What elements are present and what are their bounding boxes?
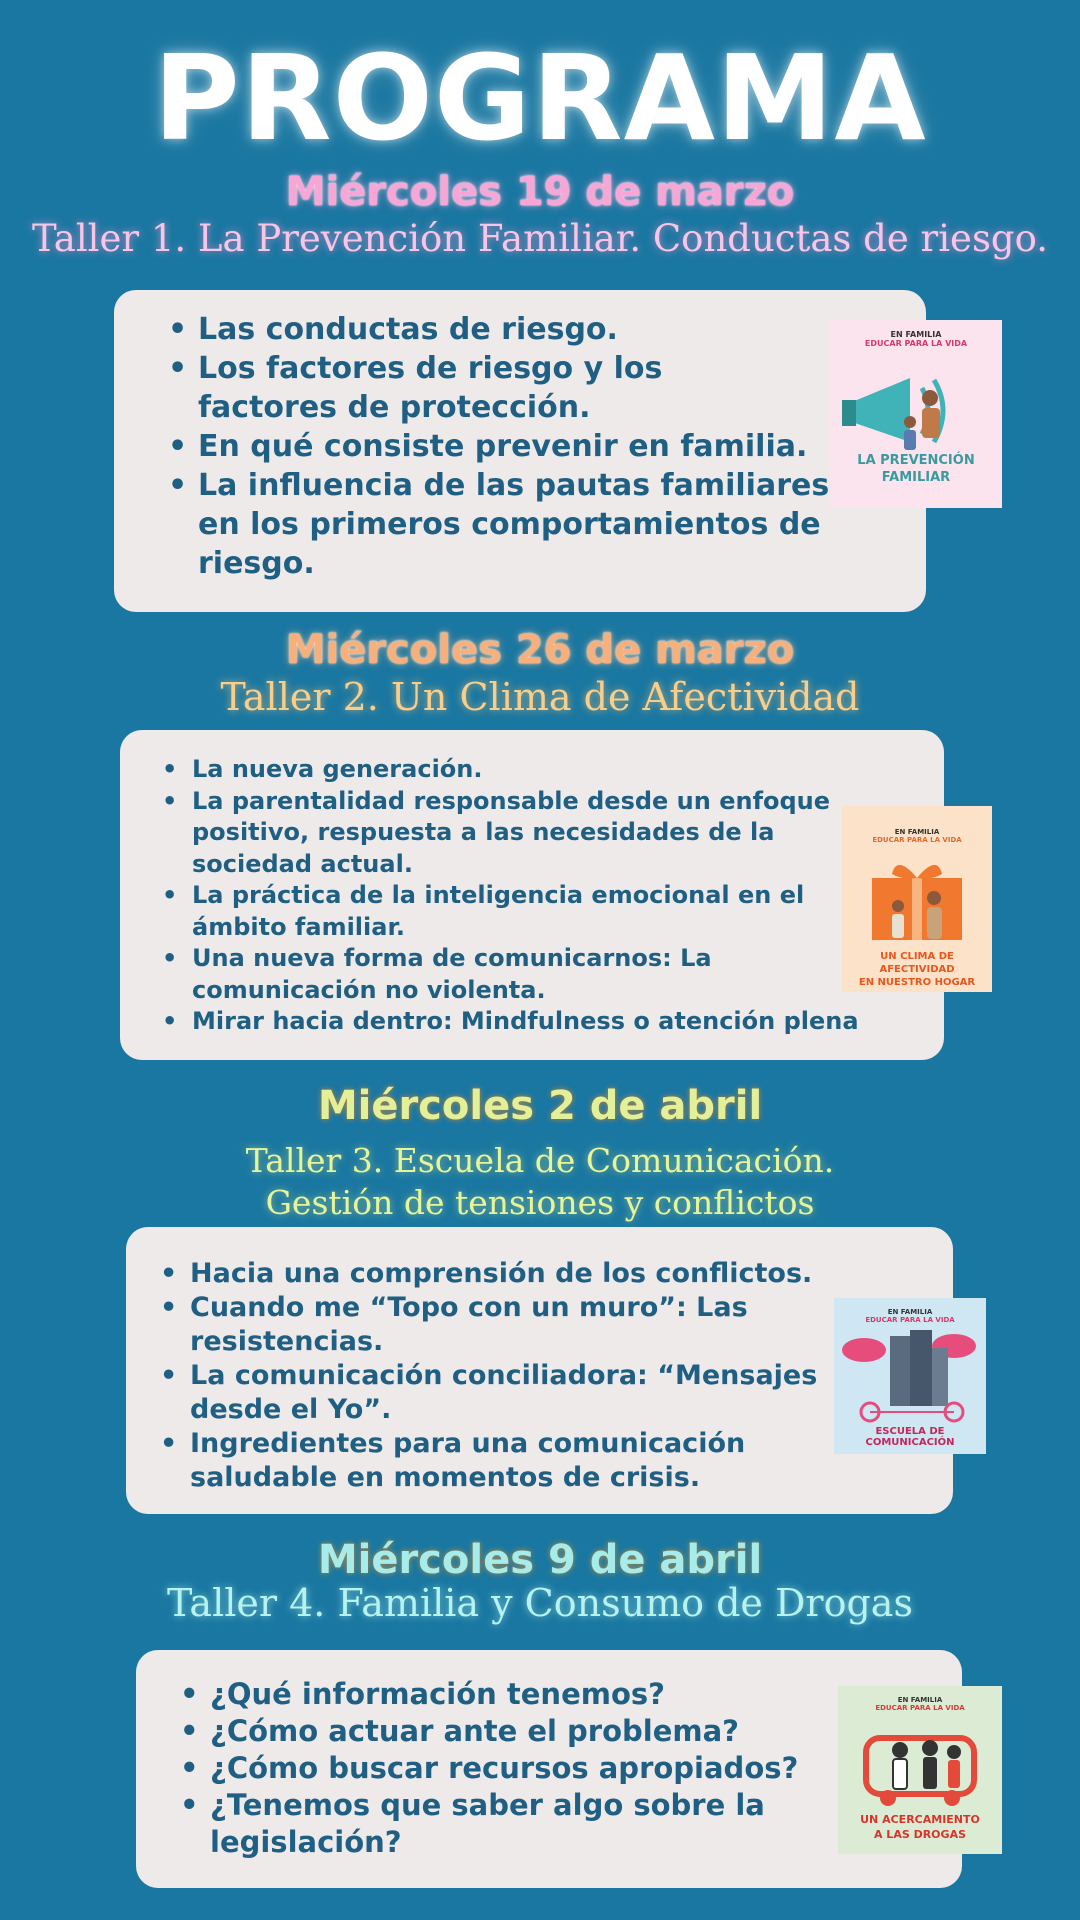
list-item: • ¿Cómo buscar recursos apropiados? [210, 1750, 890, 1787]
session-3-topic-list [190, 1257, 910, 1495]
session-4-workshop-title: Taller 4. Familia y Consumo de Drogas [167, 1581, 913, 1625]
thumb-header-3: EN FAMILIA EDUCAR PARA LA VIDA [865, 1308, 955, 1324]
session-3-workshop-title-line-2: Gestión de tensiones y conflictos [265, 1183, 815, 1222]
session-1-thumbnail [830, 320, 1002, 508]
thumb-caption-4: UN ACERCAMIENTO A LAS DROGAS [860, 1813, 980, 1841]
list-item: • La nueva generación. [192, 754, 944, 786]
family-car-icon [838, 1712, 1002, 1812]
megaphone-family-icon [830, 350, 1002, 460]
list-item: • La comunicación conciliadora: “Mensajes desde el Yo”. [190, 1359, 870, 1427]
session-2-workshop-title: Taller 2. Un Clima de Afectividad [220, 675, 860, 719]
list-item: • La parentalidad responsable desde un enfoque positivo, respuesta a las necesidades de la sociedad actual. [192, 786, 852, 881]
thumb-header-2: EN FAMILIA EDUCAR PARA LA VIDA [872, 828, 962, 844]
thumb-header-4: EN FAMILIA EDUCAR PARA LA VIDA [875, 1696, 965, 1712]
page-title: PROGRAMA [153, 29, 927, 167]
list-item: • Ingredientes para una comunicación saludable en momentos de crisis. [190, 1427, 770, 1495]
list-item: • En qué consiste prevenir en familia. [198, 427, 966, 466]
list-item: • Una nueva forma de comunicarnos: La comunicación no violenta. [192, 943, 792, 1006]
session-1-workshop-title: Taller 1. La Prevención Familiar. Conductas de riesgo. [31, 217, 1049, 260]
list-item: • ¿Qué información tenemos? [210, 1676, 890, 1713]
list-item: • Mirar hacia dentro: Mindfulness o atención plena [192, 1006, 944, 1038]
thumb-caption-1: LA PREVENCIÓN FAMILIAR [857, 453, 975, 485]
buildings-speech-icon [834, 1324, 986, 1434]
session-3-workshop-title-line-1: Taller 3. Escuela de Comunicación. [245, 1141, 835, 1180]
list-item: • Cuando me “Topo con un muro”: Las resistencias. [190, 1291, 750, 1359]
session-3-date: Miércoles 2 de abril [317, 1083, 763, 1129]
list-item: • Los factores de riesgo y los factores de protección. [198, 349, 798, 427]
list-item: • Las conductas de riesgo. [198, 310, 966, 349]
session-4-topic-list [210, 1676, 890, 1861]
session-4-thumbnail [838, 1686, 1002, 1854]
list-item: • ¿Tenemos que saber algo sobre la legislación? [210, 1787, 790, 1861]
session-2-date: Miércoles 26 de marzo [285, 627, 795, 673]
list-item: • La práctica de la inteligencia emocional en el ámbito familiar. [192, 880, 852, 943]
thumb-caption-2: UN CLIMA DE AFECTIVIDAD EN NUESTRO HOGAR [858, 951, 976, 988]
session-2-topic-list [192, 754, 944, 1038]
session-4-date: Miércoles 9 de abril [317, 1537, 763, 1583]
session-3-card [126, 1227, 953, 1514]
session-3-thumbnail [834, 1298, 986, 1454]
gift-family-icon [842, 848, 992, 948]
thumb-caption-3: ESCUELA DE COMUNICACIÓN [865, 1426, 955, 1448]
list-item: • Hacia una comprensión de los conflictos. [190, 1257, 910, 1291]
session-1-card [114, 290, 926, 612]
list-item: • ¿Cómo actuar ante el problema? [210, 1713, 890, 1750]
session-1-date: Miércoles 19 de marzo [285, 169, 795, 215]
session-2-thumbnail [842, 806, 992, 992]
session-2-card [120, 730, 944, 1060]
thumb-header-1: EN FAMILIA EDUCAR PARA LA VIDA [864, 330, 968, 348]
list-item: • La influencia de las pautas familiares en los primeros comportamientos de riesgo. [198, 466, 878, 583]
